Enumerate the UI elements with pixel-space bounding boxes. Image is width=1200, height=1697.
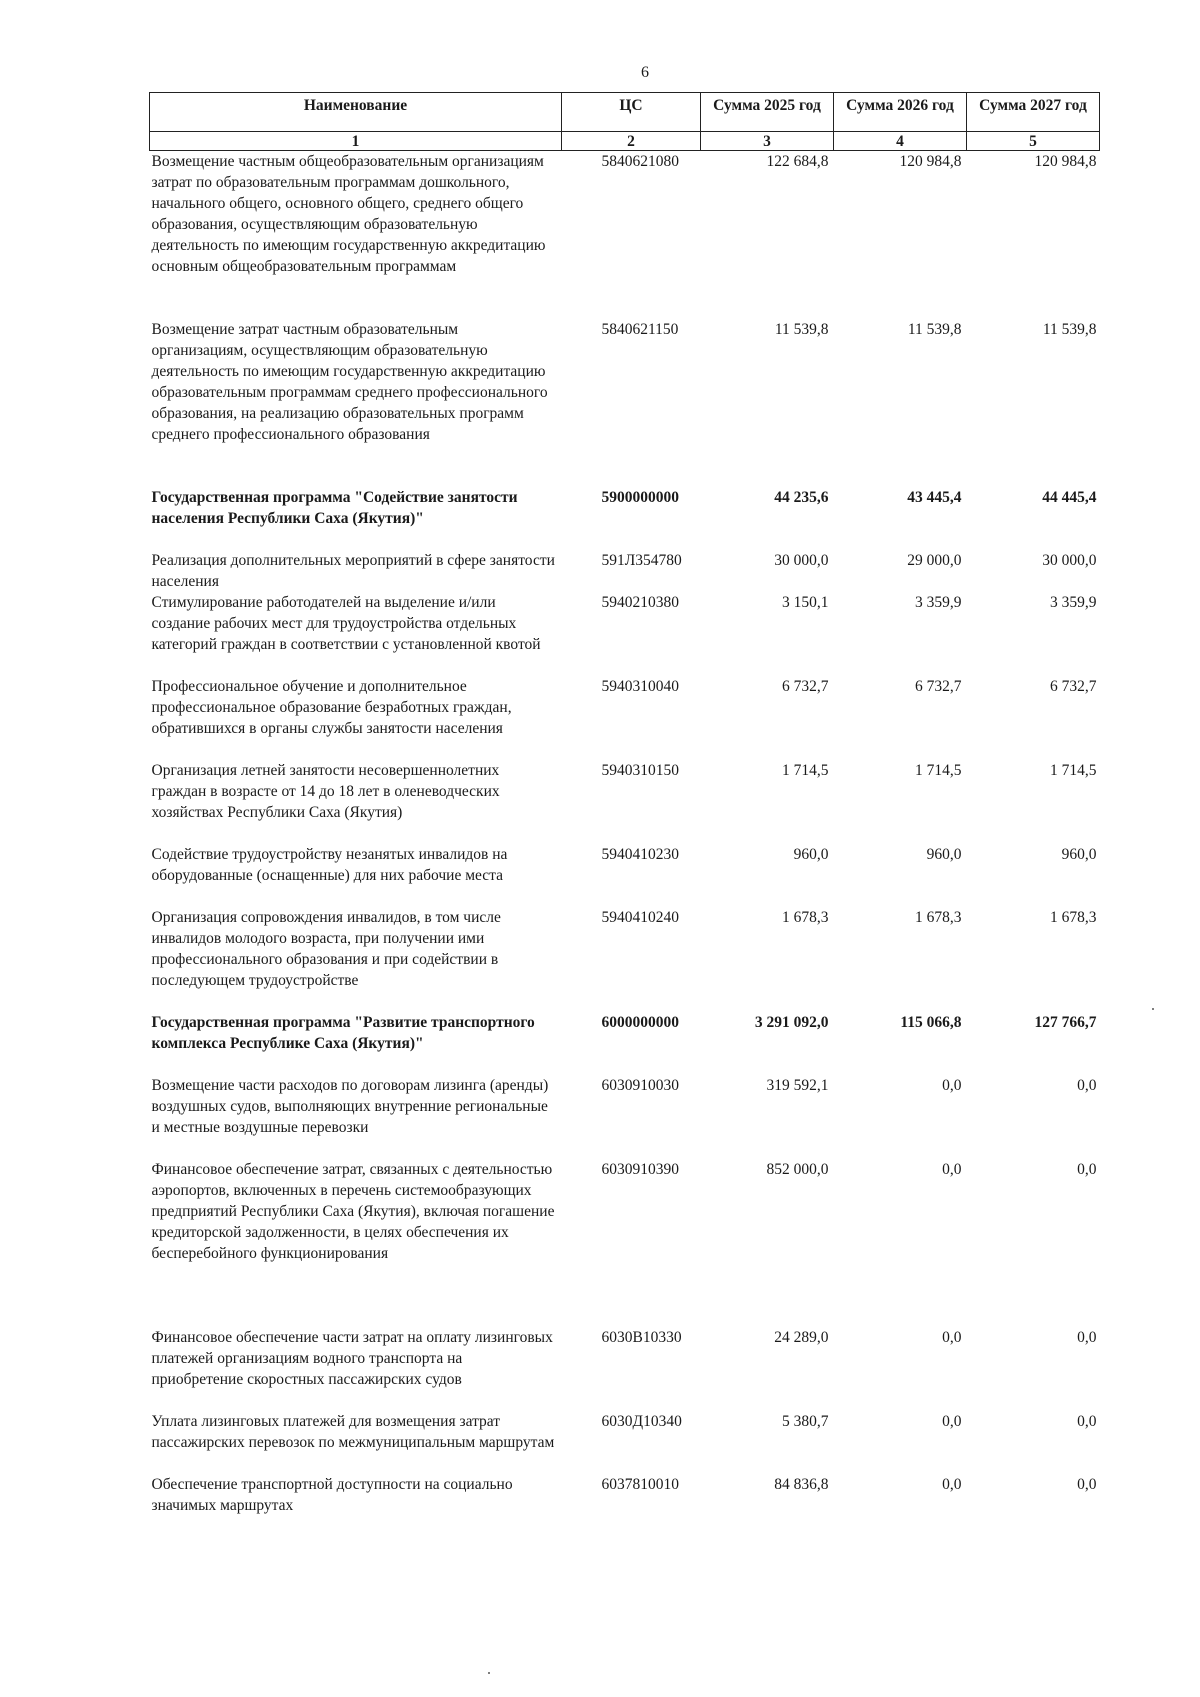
row-sum-2025: 6 732,7 [782, 678, 829, 695]
row-code: 6030Д10340 [601, 1413, 682, 1430]
row-sum-2025: 960,0 [793, 846, 829, 863]
row-name: Возмещение частным общеобразовательным организациям затрат по образовательным программам дошкольного, начального общего, основного общего, среднего общего образования, осуществляющим образовательную деятельность по имеющим государственную аккредитацию основным общеобразовательным программам [151, 153, 546, 275]
row-sum-2026: 120 984,8 [899, 153, 962, 170]
column-number-2: 2 [562, 132, 701, 151]
table-row [150, 319, 1100, 487]
table-row [150, 1012, 1100, 1075]
row-sum-2027: 0,0 [1077, 1161, 1097, 1178]
row-sum-2027: 6 732,7 [1050, 678, 1097, 695]
row-code: 5940410230 [601, 846, 679, 863]
table-row [150, 550, 1100, 592]
row-code: 6000000000 [601, 1014, 679, 1031]
row-sum-2026: 43 445,4 [907, 489, 962, 506]
table-row [150, 676, 1100, 760]
row-name: Государственная программа "Содействие занятости населения Республики Саха (Якутия)" [151, 489, 518, 527]
row-code: 591Л354780 [601, 552, 682, 569]
row-name: Возмещение части расходов по договорам лизинга (аренды) воздушных судов, выполняющих внутренние региональные и местные воздушные перевозки [151, 1077, 549, 1136]
table-body [150, 151, 1100, 1517]
row-sum-2026: 0,0 [942, 1077, 962, 1094]
row-name: Обеспечение транспортной доступности на социально значимых маршрутах [151, 1476, 513, 1514]
row-sum-2025: 30 000,0 [774, 552, 829, 569]
header-name: Наименование [150, 93, 562, 132]
row-code: 5940410240 [601, 909, 679, 926]
row-sum-2027: 1 678,3 [1050, 909, 1097, 926]
row-code: 6030910390 [601, 1161, 679, 1178]
row-sum-2026: 1 678,3 [915, 909, 962, 926]
row-sum-2026: 6 732,7 [915, 678, 962, 695]
row-name: Организация летней занятости несовершеннолетних граждан в возрасте от 14 до 18 лет в оленеводческих хозяйствах Республики Саха (Якутия) [151, 762, 500, 821]
row-sum-2026: 29 000,0 [907, 552, 962, 569]
row-name: Государственная программа "Развитие транспортного комплекса Республике Саха (Якутия)" [151, 1014, 535, 1052]
table-row [150, 1075, 1100, 1159]
row-sum-2027: 11 539,8 [1042, 321, 1097, 338]
row-name: Содействие трудоустройству незанятых инвалидов на оборудованные (оснащенные) для них рабочие места [151, 846, 508, 884]
table-row [150, 760, 1100, 844]
row-sum-2027: 0,0 [1077, 1476, 1097, 1493]
row-sum-2026: 3 359,9 [915, 594, 962, 611]
row-sum-2026: 0,0 [942, 1476, 962, 1493]
row-code: 6030910030 [601, 1077, 679, 1094]
row-sum-2025: 319 592,1 [766, 1077, 829, 1094]
row-sum-2025: 24 289,0 [774, 1329, 829, 1346]
row-name: Стимулирование работодателей на выделение и/или создание рабочих мест для трудоустройства отдельных категорий граждан в соответствии с установленной квотой [151, 594, 541, 653]
table-row [150, 1411, 1100, 1474]
table-row [150, 1327, 1100, 1411]
budget-table [149, 92, 1100, 1516]
row-name: Финансовое обеспечение затрат, связанных с деятельностью аэропортов, включенных в перечень системообразующих предприятий Республики Саха (Якутия), включая погашение кредиторской задолженности, в целях обеспечения их бесперебойного функционирования [151, 1161, 555, 1262]
row-sum-2027: 44 445,4 [1042, 489, 1097, 506]
table-row [150, 844, 1100, 907]
row-code: 5840621150 [601, 321, 679, 338]
row-sum-2027: 960,0 [1061, 846, 1097, 863]
row-sum-2026: 0,0 [942, 1329, 962, 1346]
row-code: 6030В10330 [601, 1329, 682, 1346]
row-sum-2026: 11 539,8 [907, 321, 962, 338]
row-code: 5940310150 [601, 762, 679, 779]
header-sum-2026: Сумма 2026 год [834, 93, 967, 132]
row-sum-2027: 0,0 [1077, 1329, 1097, 1346]
column-number-3: 3 [701, 132, 834, 151]
row-sum-2027: 127 766,7 [1034, 1014, 1097, 1031]
row-name: Профессиональное обучение и дополнительное профессиональное образование безработных граждан, обратившихся в органы службы занятости населения [151, 678, 512, 737]
column-number-4: 4 [834, 132, 967, 151]
header-code: ЦС [562, 93, 701, 132]
row-sum-2025: 44 235,6 [774, 489, 829, 506]
column-number-1: 1 [150, 132, 562, 151]
row-code: 5840621080 [601, 153, 679, 170]
table-row [150, 487, 1100, 550]
row-code: 5940210380 [601, 594, 679, 611]
row-sum-2026: 960,0 [926, 846, 962, 863]
row-sum-2026: 1 714,5 [915, 762, 962, 779]
row-name: Реализация дополнительных мероприятий в сфере занятости населения [151, 552, 555, 590]
row-sum-2025: 1 678,3 [782, 909, 829, 926]
row-sum-2025: 122 684,8 [766, 153, 829, 170]
row-sum-2025: 84 836,8 [774, 1476, 829, 1493]
table-row [150, 1159, 1100, 1327]
row-code: 5940310040 [601, 678, 679, 695]
row-sum-2027: 1 714,5 [1050, 762, 1097, 779]
row-sum-2027: 3 359,9 [1050, 594, 1097, 611]
scan-speck [488, 1672, 490, 1674]
header-sum-2027: Сумма 2027 год [967, 93, 1100, 132]
row-sum-2027: 120 984,8 [1034, 153, 1097, 170]
table-row [150, 592, 1100, 676]
row-name: Уплата лизинговых платежей для возмещения затрат пассажирских перевозок по межмуниципальным маршрутам [151, 1413, 555, 1451]
row-code: 5900000000 [601, 489, 679, 506]
header-sum-2025: Сумма 2025 год [701, 93, 834, 132]
row-sum-2025: 852 000,0 [766, 1161, 829, 1178]
row-sum-2025: 3 291 092,0 [754, 1014, 829, 1031]
scan-speck [1152, 1008, 1154, 1010]
row-sum-2027: 0,0 [1077, 1077, 1097, 1094]
table-row [150, 151, 1100, 320]
table-row [150, 1474, 1100, 1516]
row-sum-2026: 0,0 [942, 1161, 962, 1178]
row-sum-2025: 11 539,8 [774, 321, 829, 338]
table-row [150, 907, 1100, 1012]
row-sum-2026: 0,0 [942, 1413, 962, 1430]
row-sum-2026: 115 066,8 [900, 1014, 962, 1031]
row-name: Финансовое обеспечение части затрат на оплату лизинговых платежей организациям водного транспорта на приобретение скоростных пассажирских судов [151, 1329, 553, 1388]
row-name: Организация сопровождения инвалидов, в том числе инвалидов молодого возраста, при получении ими профессионального образования и при содействии в последующем трудоустройстве [151, 909, 501, 989]
row-sum-2025: 5 380,7 [782, 1413, 829, 1430]
page-number: 6 [641, 64, 649, 81]
row-name: Возмещение затрат частным образовательным организациям, осуществляющим образовательную деятельность по имеющим государственную аккредитацию образовательным программам среднего профессионального образования, на реализацию образовательных программ среднего профессионального образования [151, 321, 548, 443]
table-header [150, 93, 1100, 151]
column-number-5: 5 [967, 132, 1100, 151]
row-sum-2025: 3 150,1 [782, 594, 829, 611]
row-sum-2027: 30 000,0 [1042, 552, 1097, 569]
row-sum-2025: 1 714,5 [782, 762, 829, 779]
row-sum-2027: 0,0 [1077, 1413, 1097, 1430]
row-code: 6037810010 [601, 1476, 679, 1493]
